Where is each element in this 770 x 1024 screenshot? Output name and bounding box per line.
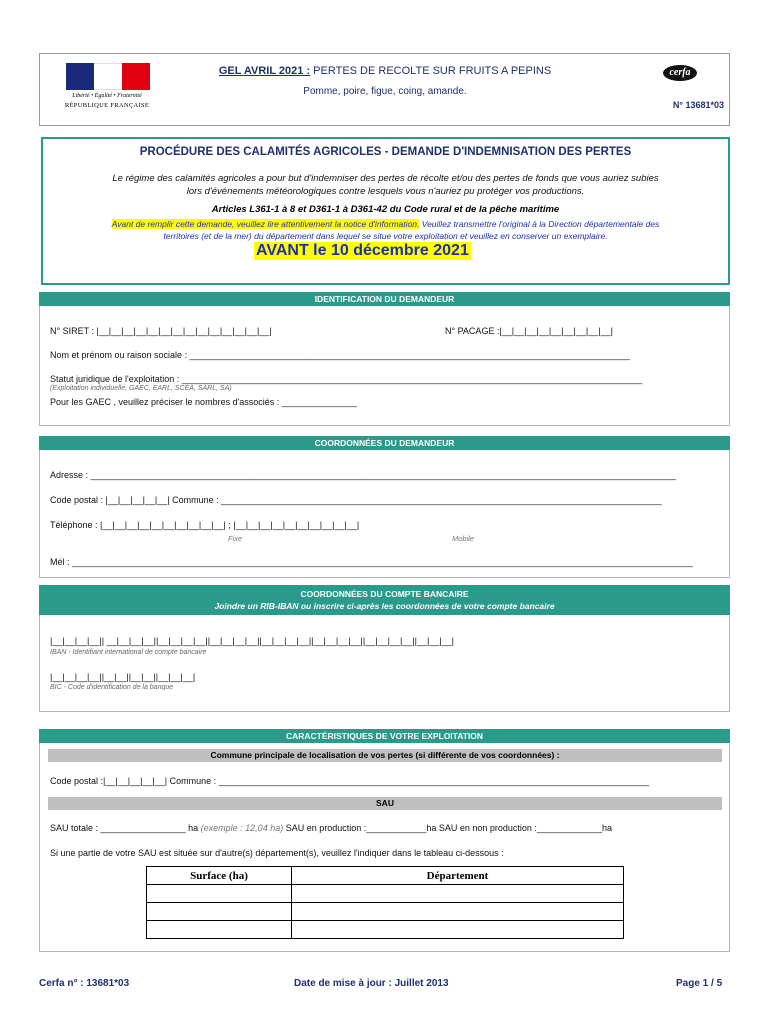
postal-commune-field[interactable]: Code postal : |__|__|__|__|__| Commune : ________________________________________________________________________________________	[50, 495, 662, 505]
legal-articles: Articles L361-1 à 8 et D361-1 à D361-42 du Code rural et de la pêche maritime	[211, 204, 560, 215]
sau-total-label: SAU totale : _________________ ha	[50, 823, 199, 833]
phone-field[interactable]: Téléphone : |__|__|__|__|__|__|__|__|__|__| ; |__|__|__|__|__|__|__|__|__|__|	[50, 520, 360, 530]
department-table	[146, 866, 624, 939]
form-title-bold: GEL AVRIL 2021 :	[218, 65, 311, 77]
sau-subheading: SAU	[48, 797, 722, 810]
footer-page-number: Page 1 / 5	[676, 978, 723, 989]
coordinates-heading: COORDONNÉES DU DEMANDEUR	[39, 436, 730, 450]
deadline-banner: AVANT le 10 décembre 2021	[256, 242, 469, 259]
sau-production-fields[interactable]: SAU en production :____________ha SAU en non production :_____________ha	[285, 823, 612, 833]
iban-hint: IBAN - Identifiant international de compte bancaire	[50, 649, 207, 656]
siret-field[interactable]: N° SIRET : |__|__|__|__|__|__|__|__|__|__|__|__|__|__|	[50, 326, 272, 336]
procedure-text-line2: lors d'événements météorologiques contre lesquels vous n'auriez pu protéger vos productions.	[186, 186, 585, 197]
name-field[interactable]: Nom et prénom ou raison sociale : ________________________________________________________________________________________	[50, 350, 631, 360]
republique-francaise-logo	[52, 55, 162, 121]
bank-subheading: Joindre un RIB-IBAN ou inscrire ci-après les coordonnées de votre compte bancaire	[214, 601, 555, 611]
iban-field[interactable]: |__|__|__|__|| __|__|__|__||__|__|__|__||__|__|__|__||__|__|__|__||__|__|__|__||__|__|__|__||__|__|__|	[50, 636, 455, 646]
footer-cerfa: Cerfa n° : 13681*03	[39, 978, 130, 989]
procedure-text	[41, 172, 730, 198]
commune-subheading: Commune principale de localisation de vos pertes (si différente de vos coordonnées) :	[48, 749, 722, 762]
table-row[interactable]	[147, 921, 624, 939]
gaec-associates-field[interactable]: Pour les GAEC , veuillez préciser le nombres d'associés : _______________	[50, 397, 357, 407]
other-department-instruction: Si une partie de votre SAU est située sur d'autre(s) département(s), veuillez l'indiquer dans le tableau ci-dessous :	[50, 848, 504, 858]
logo-republic: RÉPUBLIQUE FRANÇAISE	[64, 102, 150, 109]
sau-example: (exemple : 12,04 ha)	[200, 823, 284, 833]
table-row[interactable]	[147, 885, 624, 903]
phone-fixe-label: Fixe	[228, 534, 243, 543]
pacage-field[interactable]: N° PACAGE :|__|__|__|__|__|__|__|__|__|	[445, 326, 613, 336]
notice-line2: territoires (et de la mer) du département dans lequel se situe votre exploitation et veuillez en conserver un exemplaire.	[163, 231, 608, 241]
column-header-department: Département	[292, 867, 624, 885]
notice-rest: Veuillez transmettre l'original à la Direction départementale des	[419, 219, 660, 229]
phone-mobile-label: Mobile	[452, 534, 475, 543]
form-subtitle: Pomme, poire, figue, coing, amande.	[303, 86, 467, 97]
bank-heading	[39, 585, 730, 615]
footer-update-date: Date de mise à jour : Juillet 2013	[294, 978, 449, 989]
email-field[interactable]: Mél : ____________________________________________________________________________________________________________________________	[50, 557, 693, 567]
bank-heading-title: COORDONNÉES DU COMPTE BANCAIRE	[300, 589, 469, 599]
table-row[interactable]	[147, 903, 624, 921]
marianne-flag-icon	[66, 63, 150, 90]
cerfa-logo: cerfa	[663, 65, 697, 81]
bic-hint: BIC - Code d'identification de la banque	[50, 684, 174, 691]
form-title	[170, 65, 600, 77]
legal-status-hint: (Exploitation individuelle, GAEC, EARL, SCEA, SARL, SA)	[50, 385, 232, 392]
notice-highlight: Avant de remplir cette demande, veuillez lire attentivement la notice d'information.	[111, 219, 420, 229]
farm-postal-commune-field[interactable]: Code postal :|__|__|__|__|__| Commune : ______________________________________________________________________________________	[50, 776, 650, 786]
procedure-text-line1: Le régime des calamités agricoles a pour but d'indemniser des pertes de récolte et/ou des pertes de fonds que vous auriez subies	[112, 173, 659, 184]
column-header-surface: Surface (ha)	[147, 867, 292, 885]
address-field[interactable]: Adresse : _____________________________________________________________________________________________________________________	[50, 470, 677, 480]
procedure-title: PROCÉDURE DES CALAMITÉS AGRICOLES - DEMANDE D'INDEMNISATION DES PERTES	[139, 146, 632, 158]
logo-motto: Liberté • Égalité • Fraternité	[72, 93, 142, 99]
cerfa-number: N° 13681*03	[672, 100, 724, 110]
farm-heading: CARACTÉRISTIQUES DE VOTRE EXPLOITATION	[39, 729, 730, 743]
bic-field[interactable]: |__|__|__|__||__|__||__|__||__|__|__|	[50, 672, 196, 682]
sau-total-field[interactable]	[50, 823, 612, 833]
form-title-rest: PERTES DE RECOLTE SUR FRUITS A PEPINS	[310, 65, 552, 77]
identification-heading: IDENTIFICATION DU DEMANDEUR	[39, 292, 730, 306]
legal-status-field[interactable]: Statut juridique de l'exploitation : ____________________________________________________________________________________________	[50, 374, 643, 384]
notice-text	[44, 218, 727, 242]
